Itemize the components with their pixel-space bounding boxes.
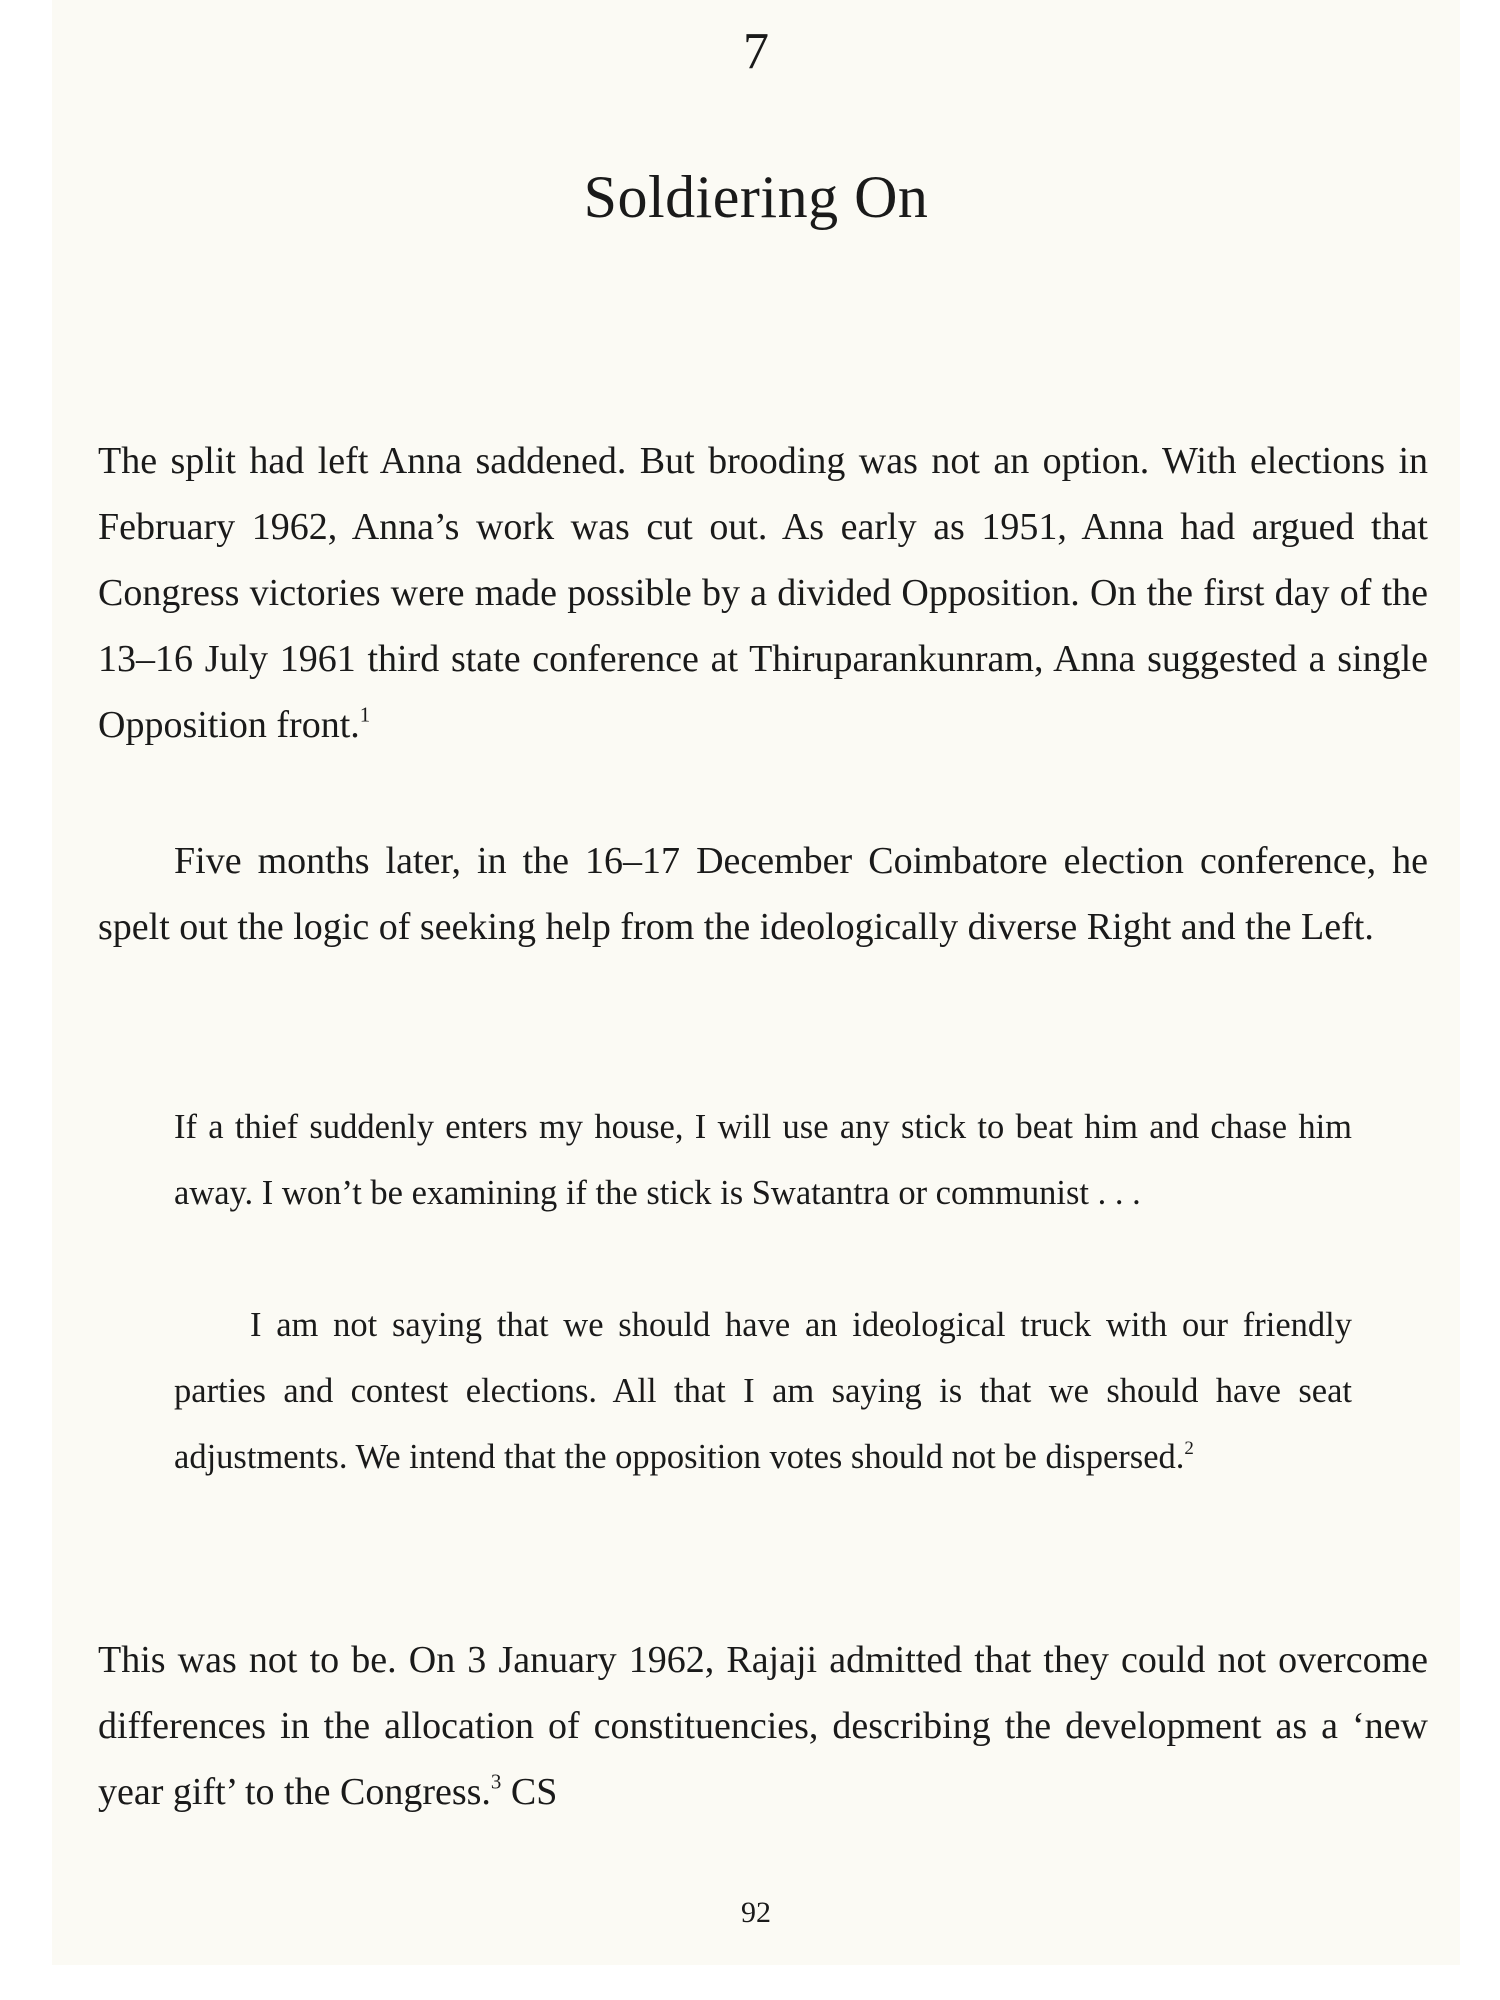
paragraph-text: Five months later, in the 16–17 December Coimbatore election conference, he spelt out the logic of seeking help from the ideologically diverse Right and the Left. bbox=[98, 840, 1428, 948]
quote-text: I am not saying that we should have an ideological truck with our friendly parties and contest elections. All that I am saying is that we should have seat adjustments. We intend that the opposition votes should not be dispersed. bbox=[174, 1306, 1352, 1476]
paragraph-text: The split had left Anna saddened. But brooding was not an option. With elections in February 1962, Anna’s work was cut out. As early as 1951, Anna had argued that Congress victories were made possible by a divided Opposition. On the first day of the 13–16 July 1961 third state conference at Thiruparankunram, Anna suggested a single Opposition front. bbox=[98, 440, 1428, 746]
paragraph-text: This was not to be. On 3 January 1962, Rajaji admitted that they could not overcome differences in the allocation of constituencies, describing the development as a ‘new year gift’ to the Congress. bbox=[98, 1639, 1428, 1813]
block-quote-paragraph bbox=[174, 1094, 1352, 1226]
continuation-text: CS bbox=[510, 1771, 558, 1813]
quote-text: If a thief suddenly enters my house, I will use any stick to beat him and chase him away. I won’t be examining if the stick is Swatantra or communist . . . bbox=[174, 1108, 1352, 1212]
body-paragraph bbox=[98, 828, 1428, 960]
body-paragraph bbox=[98, 428, 1428, 758]
chapter-title: Soldiering On bbox=[583, 164, 929, 230]
chapter-number: 7 bbox=[743, 23, 769, 80]
page-number: 92 bbox=[741, 1896, 771, 1929]
footnote-marker: 3 bbox=[490, 1769, 502, 1794]
footnote-marker: 1 bbox=[359, 702, 371, 727]
block-quote-paragraph bbox=[174, 1292, 1352, 1490]
footnote-marker: 2 bbox=[1184, 1437, 1194, 1459]
book-page bbox=[52, 0, 1460, 1965]
body-paragraph bbox=[98, 1627, 1428, 1825]
